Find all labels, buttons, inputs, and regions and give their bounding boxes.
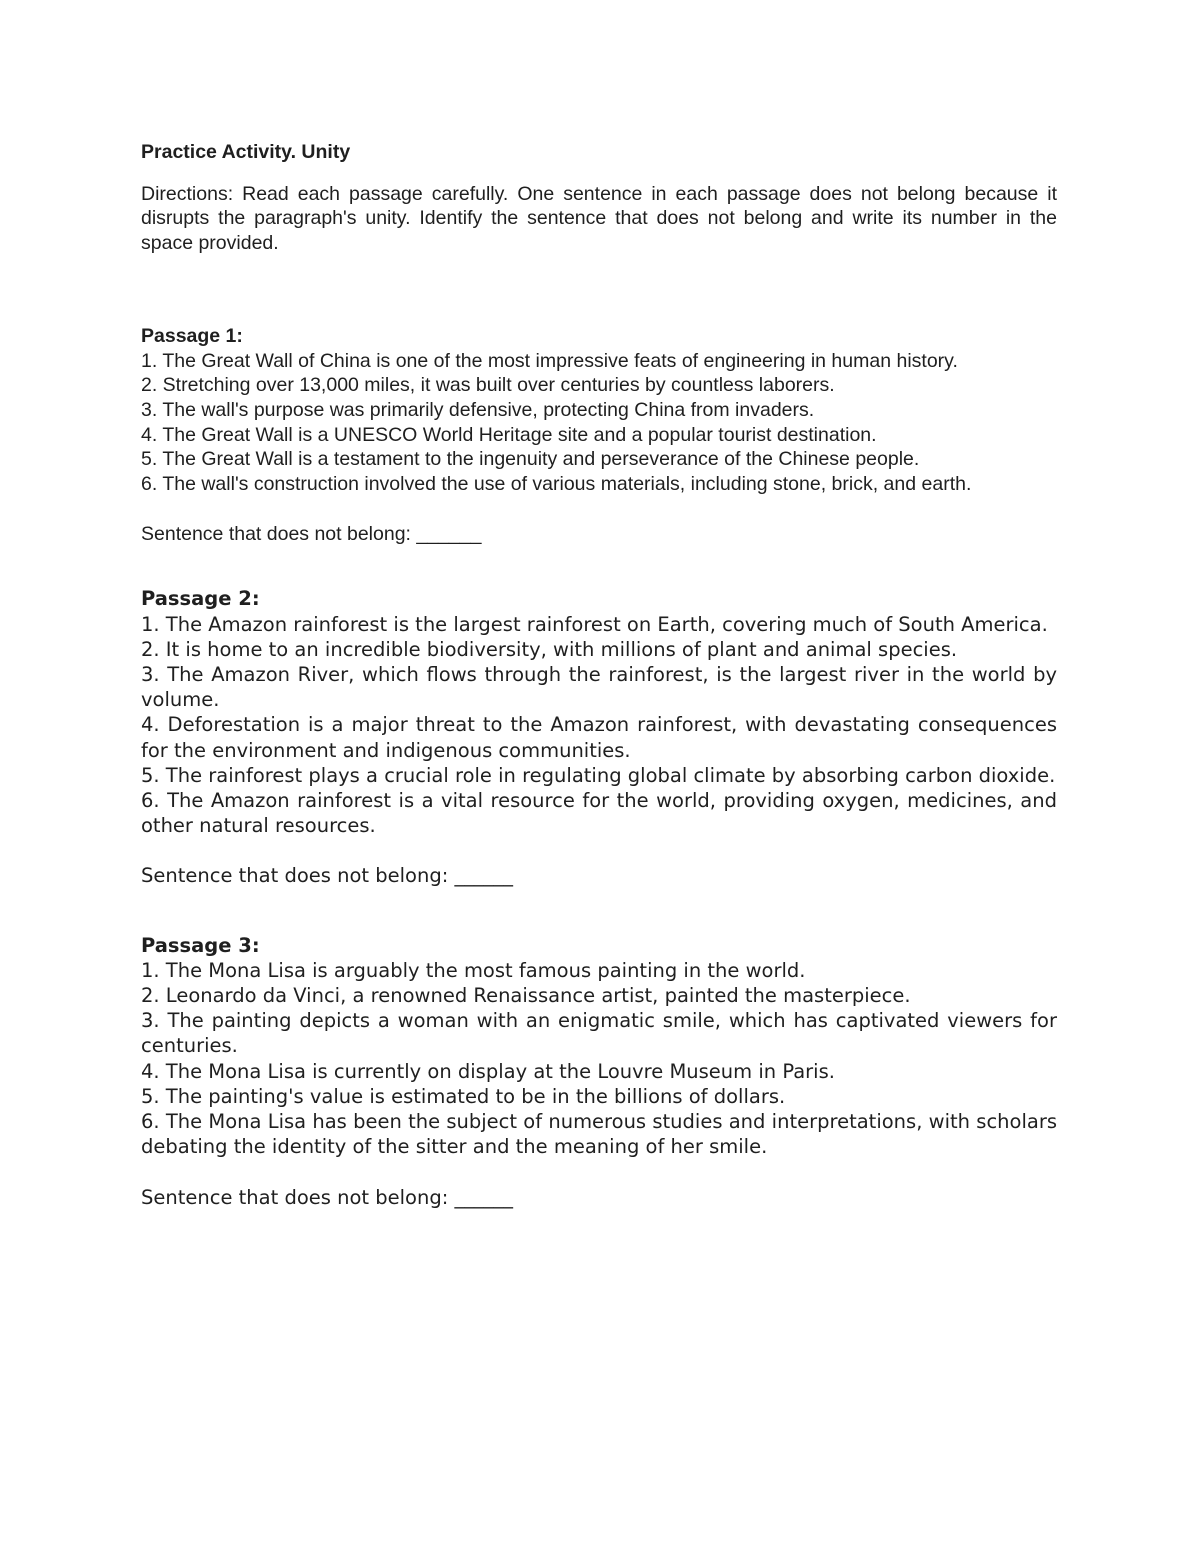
passage-sentence: 1. The Mona Lisa is arguably the most famous painting in the world. <box>141 958 806 982</box>
passage-1 <box>141 324 1057 547</box>
passage-sentence: 4. The Mona Lisa is currently on display at the Louvre Museum in Paris. <box>141 1059 835 1083</box>
document-page <box>141 140 1057 1210</box>
passage-sentence: 5. The painting's value is estimated to be in the billions of dollars. <box>141 1084 786 1108</box>
passage-sentence: 6. The Mona Lisa has been the subject of numerous studies and interpretations, with scholars debating the identity of the sitter and the meaning of her smile. <box>141 1110 1057 1159</box>
passage-sentence: 2. Leonardo da Vinci, a renowned Renaissance artist, painted the masterpiece. <box>141 984 911 1008</box>
passage-sentence: 6. The wall's construction involved the use of various materials, including stone, brick, and earth. <box>141 473 972 496</box>
passage-sentence: 5. The Great Wall is a testament to the ingenuity and perseverance of the Chinese people. <box>141 448 920 471</box>
passage-sentence: 2. It is home to an incredible biodiversity, with millions of plant and animal species. <box>141 637 958 661</box>
passage-sentence: 4. Deforestation is a major threat to the Amazon rainforest, with devastating consequences for the environment and indigenous communities. <box>141 713 1057 762</box>
passage-sentence: 2. Stretching over 13,000 miles, it was built over centuries by countless laborers. <box>141 374 835 397</box>
passage-2 <box>141 586 1057 888</box>
passage-sentence: 4. The Great Wall is a UNESCO World Heritage site and a popular tourist destination. <box>141 423 877 446</box>
document-title: Practice Activity. Unity <box>141 141 351 163</box>
passage-sentence: 5. The rainforest plays a crucial role in regulating global climate by absorbing carbon dioxide. <box>141 763 1056 787</box>
passage-sentence: 3. The Amazon River, which flows through the rainforest, is the largest river in the world by volume. <box>141 663 1057 712</box>
answer-blank: Sentence that does not belong: ______ <box>141 522 482 545</box>
passage-sentence: 1. The Great Wall of China is one of the most impressive feats of engineering in human history. <box>141 349 958 372</box>
answer-blank: Sentence that does not belong: ______ <box>141 1185 513 1209</box>
passage-heading: Passage 2: <box>141 587 260 611</box>
passage-sentence: 3. The painting depicts a woman with an enigmatic smile, which has captivated viewers for centuries. <box>141 1009 1057 1058</box>
passage-heading: Passage 1: <box>141 324 243 347</box>
directions-text: Directions: Read each passage carefully. One sentence in each passage does not belong because it disrupts the paragraph's unity. Identify the sentence that does not belong and write its number in the space provided. <box>141 182 1057 255</box>
answer-blank: Sentence that does not belong: ______ <box>141 864 513 888</box>
passage-sentence: 3. The wall's purpose was primarily defensive, protecting China from invaders. <box>141 398 815 421</box>
passage-heading: Passage 3: <box>141 933 260 957</box>
passage-3 <box>141 933 1057 1210</box>
passage-sentence: 6. The Amazon rainforest is a vital resource for the world, providing oxygen, medicines, and other natural resources. <box>141 789 1057 838</box>
passage-sentence: 1. The Amazon rainforest is the largest rainforest on Earth, covering much of South America. <box>141 612 1048 636</box>
